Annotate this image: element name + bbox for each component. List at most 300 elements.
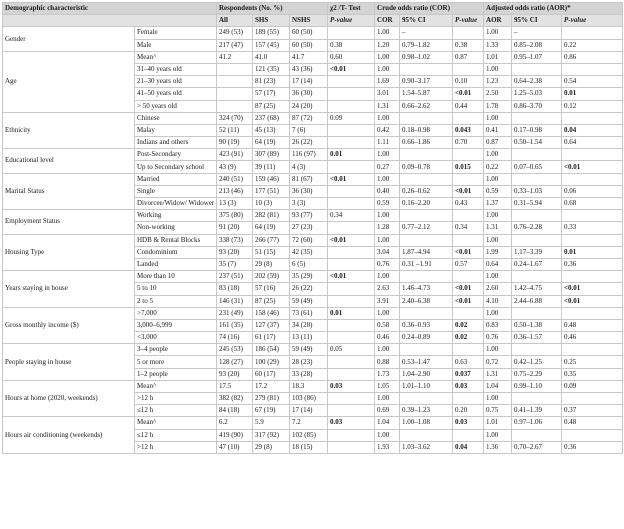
table-cell: 213 (46) xyxy=(217,185,253,197)
table-cell: 0.36 xyxy=(562,441,623,453)
table-cell: 0.01 xyxy=(562,246,623,258)
table-cell: – xyxy=(512,27,562,39)
group-label: Years staying in house xyxy=(3,271,135,308)
table-cell: 41.0 xyxy=(253,51,290,63)
table-cell: 5.9 xyxy=(253,417,290,429)
table-cell: 0.40 xyxy=(375,185,400,197)
table-cell: 0.31–5.94 xyxy=(512,198,562,210)
table-cell: 36 (30) xyxy=(290,185,328,197)
table-cell: 81 (23) xyxy=(253,76,290,88)
table-cell: 375 (80) xyxy=(217,210,253,222)
table-cell: 64 (19) xyxy=(253,137,290,149)
table-cell: 34 (28) xyxy=(290,319,328,331)
table-cell: 27 (23) xyxy=(290,222,328,234)
table-cell: 17 (14) xyxy=(290,76,328,88)
table-cell: 0.015 xyxy=(453,161,484,173)
table-cell: 42 (35) xyxy=(290,246,328,258)
row-subcategory: Divorcee/Widow/ Widower xyxy=(135,198,217,210)
table-cell: 0.10 xyxy=(453,76,484,88)
table-cell: 7.2 xyxy=(290,417,328,429)
table-cell: 0.25 xyxy=(562,356,623,368)
table-cell: 17.5 xyxy=(217,380,253,392)
table-cell: 61 (17) xyxy=(253,332,290,344)
table-cell xyxy=(400,173,453,185)
table-cell: 1.69 xyxy=(375,76,400,88)
table-cell xyxy=(562,63,623,75)
table-cell: 0.34 xyxy=(453,222,484,234)
subheader-cor: COR xyxy=(375,15,400,27)
row-subcategory: 3–4 people xyxy=(135,344,217,356)
table-cell: 3 (3) xyxy=(290,198,328,210)
table-cell xyxy=(512,112,562,124)
table-cell: 2.40–6.38 xyxy=(400,295,453,307)
table-cell: 0.59 xyxy=(484,185,512,197)
table-cell: 0.75 xyxy=(484,405,512,417)
table-cell: 0.38 xyxy=(453,39,484,51)
table-cell: <0.01 xyxy=(453,88,484,100)
table-cell: 1.73 xyxy=(375,368,400,380)
table-cell: 0.48 xyxy=(562,417,623,429)
table-cell xyxy=(400,149,453,161)
table-cell: 0.03 xyxy=(453,380,484,392)
table-cell: 1.11 xyxy=(375,137,400,149)
table-cell: 1.00 xyxy=(484,173,512,185)
row-subcategory: Mean^ xyxy=(135,417,217,429)
group-label: Marital Status xyxy=(3,173,135,210)
table-row xyxy=(3,380,623,392)
row-subcategory: Post-Secondary xyxy=(135,149,217,161)
table-row xyxy=(3,307,623,319)
table-cell: 1.00 xyxy=(484,393,512,405)
table-cell: 0.17–0.98 xyxy=(512,124,562,136)
table-cell xyxy=(512,210,562,222)
table-cell xyxy=(400,234,453,246)
table-cell: 0.36–0.93 xyxy=(400,319,453,331)
table-cell: 1.01–1.10 xyxy=(400,380,453,392)
table-cell: 0.86 xyxy=(562,51,623,63)
table-cell: 1.00–1.08 xyxy=(400,417,453,429)
table-cell xyxy=(512,344,562,356)
table-cell xyxy=(562,173,623,185)
table-cell: 0.64–2.38 xyxy=(512,76,562,88)
table-cell: 0.043 xyxy=(453,124,484,136)
table-cell: 0.86–3.70 xyxy=(512,100,562,112)
table-cell xyxy=(217,88,253,100)
table-cell: 1.00 xyxy=(484,27,512,39)
table-cell: 0.35 xyxy=(562,368,623,380)
table-cell: 0.31 –1.91 xyxy=(400,258,453,270)
table-cell: 0.64 xyxy=(484,258,512,270)
table-cell xyxy=(453,271,484,283)
table-cell: 0.05 xyxy=(328,344,375,356)
table-cell: – xyxy=(400,27,453,39)
table-cell: 74 (16) xyxy=(217,332,253,344)
table-cell: 0.76 xyxy=(484,332,512,344)
table-cell: 13 (3) xyxy=(217,198,253,210)
table-cell: 1.00 xyxy=(375,149,400,161)
table-cell: 0.09 xyxy=(328,112,375,124)
subheader-all: All xyxy=(217,15,253,27)
table-cell: 0.57 xyxy=(453,258,484,270)
table-cell: 35 (7) xyxy=(217,258,253,270)
table-cell: 35 (29) xyxy=(290,271,328,283)
table-cell: 0.037 xyxy=(453,368,484,380)
table-cell: 1.04 xyxy=(484,380,512,392)
table-cell: 0.01 xyxy=(328,149,375,161)
header-adjusted-odds-ratio: Adjusted odds ratio (AOR)* xyxy=(484,3,623,15)
header-chi-square: χ2 /T- Test xyxy=(328,3,375,15)
table-cell: 0.34 xyxy=(328,210,375,222)
table-cell: <0.01 xyxy=(453,246,484,258)
table-cell: 6.2 xyxy=(217,417,253,429)
table-cell: 81 (67) xyxy=(290,173,328,185)
table-cell: 0.76–2.28 xyxy=(512,222,562,234)
row-subcategory: 5 to 10 xyxy=(135,283,217,295)
table-cell xyxy=(328,393,375,405)
table-row xyxy=(3,210,623,222)
table-cell: 338 (73) xyxy=(217,234,253,246)
table-row xyxy=(3,51,623,63)
table-cell: 7 (6) xyxy=(290,124,328,136)
subheader-shs: SHS xyxy=(253,15,290,27)
table-cell: 10 (3) xyxy=(253,198,290,210)
table-cell: 1.00 xyxy=(375,63,400,75)
table-cell: <0.01 xyxy=(453,283,484,295)
table-cell: 1.00 xyxy=(375,234,400,246)
table-cell: 0.72 xyxy=(484,356,512,368)
table-cell: 0.43 xyxy=(453,198,484,210)
table-cell: 0.70–2.67 xyxy=(512,441,562,453)
row-subcategory: More than 10 xyxy=(135,271,217,283)
table-cell: 43 (9) xyxy=(217,161,253,173)
table-cell xyxy=(400,271,453,283)
subheader-cor-ci: 95% CI xyxy=(400,15,453,27)
table-cell: <0.01 xyxy=(328,173,375,185)
table-cell: 103 (86) xyxy=(290,393,328,405)
table-cell: 57 (16) xyxy=(253,283,290,295)
table-row xyxy=(3,417,623,429)
row-subcategory: 21–30 years old xyxy=(135,76,217,88)
table-cell: 1.00 xyxy=(375,27,400,39)
table-cell: 24 (20) xyxy=(290,100,328,112)
table-cell xyxy=(328,27,375,39)
table-cell: 1.42–4.75 xyxy=(512,283,562,295)
table-cell: 0.77–2.12 xyxy=(400,222,453,234)
table-cell xyxy=(562,210,623,222)
table-cell: 0.09–0.78 xyxy=(400,161,453,173)
table-cell: 0.66–2.62 xyxy=(400,100,453,112)
table-cell: 217 (47) xyxy=(217,39,253,51)
table-cell: 0.90–3.17 xyxy=(400,76,453,88)
table-cell: 93 (77) xyxy=(290,210,328,222)
row-subcategory: Landed xyxy=(135,258,217,270)
table-cell: 0.85–2.08 xyxy=(512,39,562,51)
table-cell: 0.07–0.65 xyxy=(512,161,562,173)
row-subcategory: 31–40 years old xyxy=(135,63,217,75)
table-cell: 0.87 xyxy=(484,137,512,149)
table-cell: 245 (53) xyxy=(217,344,253,356)
table-cell: 0.26–0.62 xyxy=(400,185,453,197)
table-cell: 87 (25) xyxy=(253,100,290,112)
table-cell: <0.01 xyxy=(453,295,484,307)
table-cell xyxy=(400,63,453,75)
table-cell: 43 (36) xyxy=(290,63,328,75)
table-cell: 60 (17) xyxy=(253,368,290,380)
table-cell: 0.09 xyxy=(562,380,623,392)
row-subcategory: HDB & Rental Blocks xyxy=(135,234,217,246)
table-cell: <0.01 xyxy=(453,185,484,197)
table-cell: 0.18–0.98 xyxy=(400,124,453,136)
table-cell: 59 (49) xyxy=(290,344,328,356)
row-subcategory: Chinese xyxy=(135,112,217,124)
subheader-blank xyxy=(3,15,217,27)
table-cell xyxy=(562,149,623,161)
table-cell: 0.48 xyxy=(562,319,623,331)
table-cell: <0.01 xyxy=(562,295,623,307)
table-row xyxy=(3,27,623,39)
table-cell: 2.63 xyxy=(375,283,400,295)
table-cell: 1.01 xyxy=(484,417,512,429)
table-cell: 17 (14) xyxy=(290,405,328,417)
table-cell: 2.60 xyxy=(484,283,512,295)
table-cell xyxy=(562,344,623,356)
table-cell: 1.87–4.94 xyxy=(400,246,453,258)
table-row xyxy=(3,173,623,185)
row-subcategory: Malay xyxy=(135,124,217,136)
table-cell: 0.54 xyxy=(562,76,623,88)
row-subcategory: ≤12 h xyxy=(135,405,217,417)
table-cell: 0.58 xyxy=(375,319,400,331)
table-cell: 0.83 xyxy=(484,319,512,331)
table-cell xyxy=(328,76,375,88)
table-cell: 36 (30) xyxy=(290,88,328,100)
table-cell: 0.76 xyxy=(375,258,400,270)
table-cell xyxy=(512,271,562,283)
table-cell: 237 (51) xyxy=(217,271,253,283)
table-cell: 128 (27) xyxy=(217,356,253,368)
table-cell: 4 (3) xyxy=(290,161,328,173)
table-cell: 60 (50) xyxy=(290,39,328,51)
table-cell: 0.24–0.89 xyxy=(400,332,453,344)
table-cell xyxy=(328,246,375,258)
table-cell: 1.00 xyxy=(375,210,400,222)
row-subcategory: Working xyxy=(135,210,217,222)
table-cell: 3.01 xyxy=(375,88,400,100)
table-cell xyxy=(453,393,484,405)
table-cell: 39 (11) xyxy=(253,161,290,173)
table-cell: 0.33–1.03 xyxy=(512,185,562,197)
table-cell: 0.04 xyxy=(453,441,484,453)
table-cell: 0.50–1.54 xyxy=(512,137,562,149)
table-cell: 1.78 xyxy=(484,100,512,112)
table-cell: 0.20 xyxy=(453,405,484,417)
group-label: Employment Status xyxy=(3,210,135,234)
table-cell: 33 (28) xyxy=(290,368,328,380)
subheader-row xyxy=(3,15,623,27)
table-cell: 3.04 xyxy=(375,246,400,258)
table-cell: 0.03 xyxy=(328,417,375,429)
table-cell: <0.01 xyxy=(562,161,623,173)
table-cell: 177 (51) xyxy=(253,185,290,197)
table-cell xyxy=(512,149,562,161)
table-cell xyxy=(562,112,623,124)
table-cell: 1.23 xyxy=(484,76,512,88)
table-cell: 4.10 xyxy=(484,295,512,307)
group-label: People staying in house xyxy=(3,344,135,381)
table-cell: 90 (19) xyxy=(217,137,253,149)
row-subcategory: Condominium xyxy=(135,246,217,258)
table-cell: 26 (22) xyxy=(290,283,328,295)
table-cell: 1.00 xyxy=(375,112,400,124)
table-cell xyxy=(328,88,375,100)
header-respondents: Respondents (No. %) xyxy=(217,3,328,15)
table-cell: 47 (10) xyxy=(217,441,253,453)
table-cell xyxy=(512,307,562,319)
table-cell: 0.41 xyxy=(484,124,512,136)
table-cell xyxy=(562,307,623,319)
group-label: Housing Type xyxy=(3,234,135,271)
table-cell: 0.24–1.67 xyxy=(512,258,562,270)
header-demographic: Demographic characteristic xyxy=(3,3,217,15)
table-cell: 1.93 xyxy=(375,441,400,453)
table-cell: 0.88 xyxy=(375,356,400,368)
subheader-p-value: P-value xyxy=(328,15,375,27)
row-subcategory: 41–50 years old xyxy=(135,88,217,100)
table-cell xyxy=(328,161,375,173)
table-cell xyxy=(562,27,623,39)
row-subcategory: > 50 years old xyxy=(135,100,217,112)
table-cell: 1.00 xyxy=(375,51,400,63)
table-cell: 121 (35) xyxy=(253,63,290,75)
table-cell: 159 (46) xyxy=(253,173,290,185)
table-cell: <0.01 xyxy=(328,271,375,283)
subheader-aor-p: P-value xyxy=(562,15,623,27)
table-cell: 0.95–1.07 xyxy=(512,51,562,63)
table-cell: 1.20 xyxy=(375,39,400,51)
table-cell xyxy=(328,124,375,136)
table-cell: 1.00 xyxy=(375,429,400,441)
row-subcategory: Indians and others xyxy=(135,137,217,149)
table-cell: 87 (25) xyxy=(253,295,290,307)
table-cell: 0.46 xyxy=(375,332,400,344)
table-cell xyxy=(328,198,375,210)
table-row xyxy=(3,344,623,356)
table-cell: 307 (89) xyxy=(253,149,290,161)
table-body xyxy=(3,27,623,454)
table-cell xyxy=(400,210,453,222)
table-cell: 0.44 xyxy=(453,100,484,112)
row-subcategory: >12 h xyxy=(135,441,217,453)
row-subcategory: 3,000–6,999 xyxy=(135,319,217,331)
table-cell: 0.42 xyxy=(375,124,400,136)
table-cell: 17.2 xyxy=(253,380,290,392)
table-cell xyxy=(400,429,453,441)
table-cell xyxy=(512,63,562,75)
table-cell: 116 (97) xyxy=(290,149,328,161)
table-cell: 0.42–1.25 xyxy=(512,356,562,368)
table-row xyxy=(3,149,623,161)
table-cell: 1.54–5.87 xyxy=(400,88,453,100)
group-label: Gross monthly income ($) xyxy=(3,307,135,344)
table-cell: 0.50–1.38 xyxy=(512,319,562,331)
table-cell: 18 (15) xyxy=(290,441,328,453)
table-cell: 1.17–3.39 xyxy=(512,246,562,258)
table-cell: 317 (92) xyxy=(253,429,290,441)
row-subcategory: Non-working xyxy=(135,222,217,234)
table-cell: 0.33 xyxy=(562,222,623,234)
row-subcategory: 2 to 5 xyxy=(135,295,217,307)
table-cell xyxy=(453,173,484,185)
subheader-aor: AOR xyxy=(484,15,512,27)
table-cell: 0.66–1.86 xyxy=(400,137,453,149)
table-cell xyxy=(400,307,453,319)
table-cell xyxy=(328,258,375,270)
row-subcategory: Single xyxy=(135,185,217,197)
table-cell: 13 (11) xyxy=(290,332,328,344)
table-cell: 1.00 xyxy=(484,271,512,283)
table-cell: 1.36 xyxy=(484,441,512,453)
table-cell: 0.59 xyxy=(375,198,400,210)
table-cell: 423 (91) xyxy=(217,149,253,161)
table-cell: 1.33 xyxy=(484,39,512,51)
table-cell: 93 (20) xyxy=(217,368,253,380)
table-cell: 1.04–2.90 xyxy=(400,368,453,380)
table-cell xyxy=(562,429,623,441)
table-cell xyxy=(453,149,484,161)
table-cell: 57 (17) xyxy=(253,88,290,100)
row-subcategory: <3,000 xyxy=(135,332,217,344)
table-cell: 1.00 xyxy=(375,393,400,405)
table-cell: 0.03 xyxy=(328,380,375,392)
table-cell xyxy=(328,295,375,307)
table-cell: 60 (50) xyxy=(290,27,328,39)
table-cell: 1.31 xyxy=(484,222,512,234)
table-cell: 102 (85) xyxy=(290,429,328,441)
demographics-table xyxy=(2,2,623,454)
table-cell: 1.00 xyxy=(484,234,512,246)
row-subcategory: Married xyxy=(135,173,217,185)
table-cell: 382 (82) xyxy=(217,393,253,405)
table-cell: 1.00 xyxy=(375,344,400,356)
table-cell: 0.16–2.20 xyxy=(400,198,453,210)
table-cell: <0.01 xyxy=(562,283,623,295)
table-cell: 1.00 xyxy=(375,307,400,319)
group-label: Gender xyxy=(3,27,135,51)
row-subcategory: Male xyxy=(135,39,217,51)
table-cell: 237 (68) xyxy=(253,112,290,124)
table-cell: 0.22 xyxy=(484,161,512,173)
subheader-cor-p: P-value xyxy=(453,15,484,27)
table-cell: 29 (8) xyxy=(253,441,290,453)
table-cell: 1.01 xyxy=(484,51,512,63)
table-cell: 1.04 xyxy=(375,417,400,429)
table-cell: 100 (29) xyxy=(253,356,290,368)
table-cell xyxy=(328,405,375,417)
table-cell: 0.38 xyxy=(328,39,375,51)
table-cell: 51 (15) xyxy=(253,246,290,258)
table-cell: 0.46 xyxy=(562,332,623,344)
table-cell xyxy=(328,283,375,295)
table-cell: 202 (59) xyxy=(253,271,290,283)
table-cell xyxy=(400,393,453,405)
table-cell: 1.00 xyxy=(484,210,512,222)
table-cell xyxy=(400,112,453,124)
table-cell: 1.00 xyxy=(375,271,400,283)
table-cell: 1.99 xyxy=(484,246,512,258)
row-subcategory: Mean^ xyxy=(135,380,217,392)
table-cell xyxy=(512,393,562,405)
table-cell: 1.00 xyxy=(484,429,512,441)
